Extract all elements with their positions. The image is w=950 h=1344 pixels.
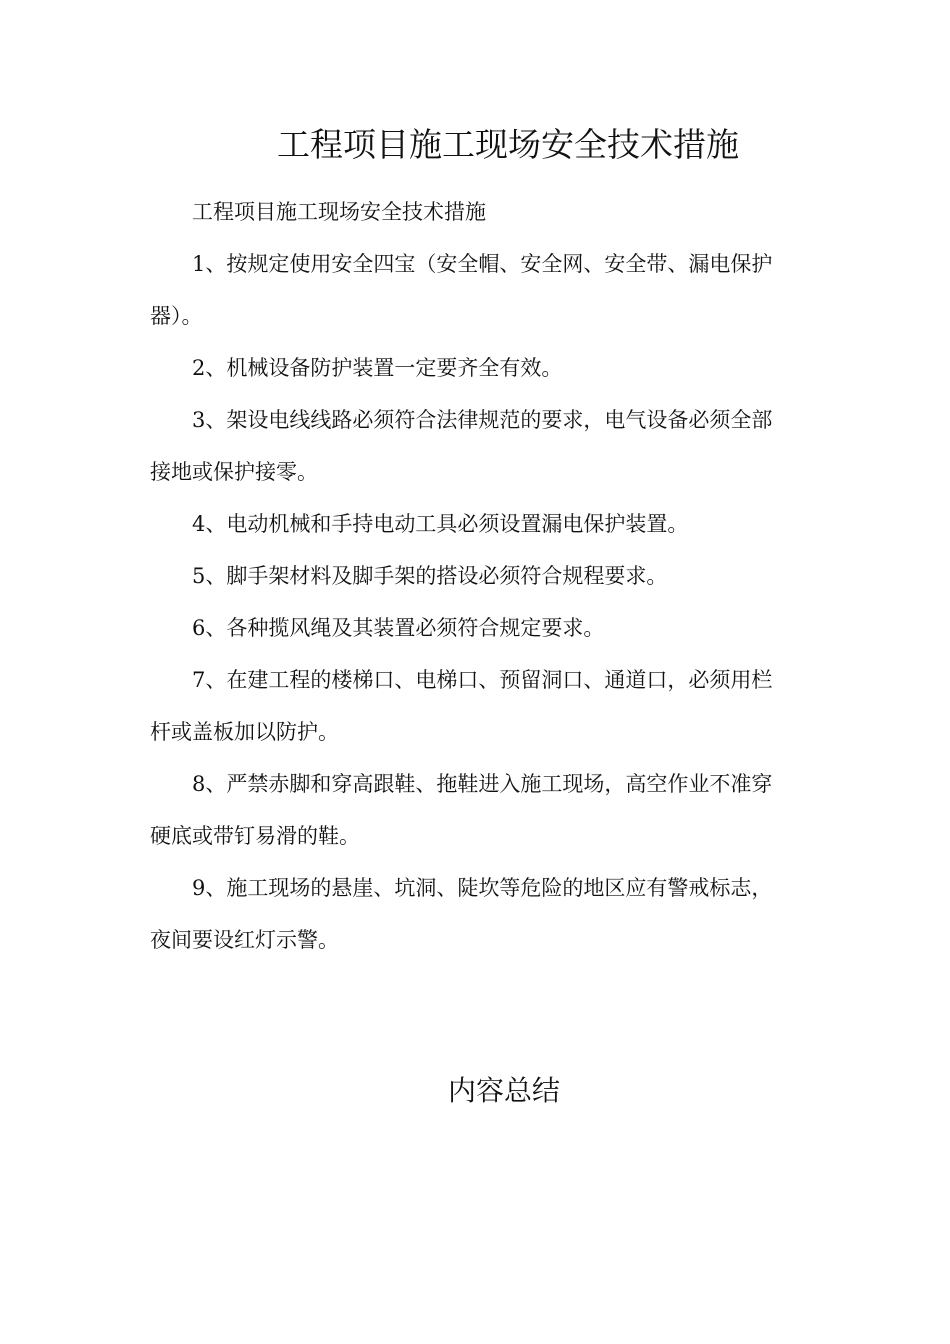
paragraph-item-2: 2、机械设备防护装置一定要齐全有效。 <box>192 356 563 380</box>
paragraph-item-7: 7、在建工程的楼梯口、电梯口、预留洞口、通道口，必须用栏杆或盖板加以防护。 <box>150 668 773 744</box>
summary-heading: 内容总结 <box>447 1074 560 1107</box>
paragraph-item-4: 4、电动机械和手持电动工具必须设置漏电保护装置。 <box>192 512 689 536</box>
paragraph-item-9: 9、施工现场的悬崖、坑洞、陡坎等危险的地区应有警戒标志，夜间要设红灯示警。 <box>150 876 773 952</box>
paragraph-item-8: 8、严禁赤脚和穿高跟鞋、拖鞋进入施工现场，高空作业不准穿硬底或带钉易滑的鞋。 <box>150 772 773 848</box>
document-body <box>150 186 790 966</box>
paragraph-item-5: 5、脚手架材料及脚手架的搭设必须符合规程要求。 <box>192 564 668 588</box>
paragraph-subtitle: 工程项目施工现场安全技术措施 <box>192 200 486 224</box>
paragraph-item-6: 6、各种揽风绳及其装置必须符合规定要求。 <box>192 616 605 640</box>
document-title: 工程项目施工现场安全技术措施 <box>277 125 739 164</box>
paragraph-item-3: 3、架设电线线路必须符合法律规范的要求，电气设备必须全部接地或保护接零。 <box>150 408 773 484</box>
paragraph-item-1: 1、按规定使用安全四宝（安全帽、安全网、安全带、漏电保护器）。 <box>150 252 773 328</box>
